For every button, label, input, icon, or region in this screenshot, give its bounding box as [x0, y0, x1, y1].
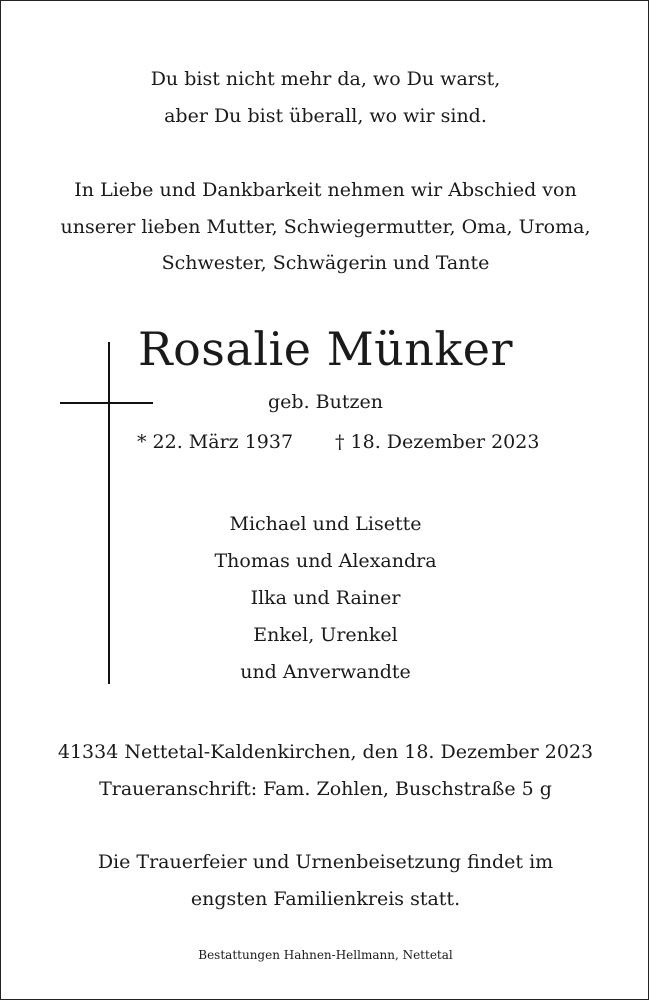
mourner-4: Enkel, Urenkel — [253, 624, 398, 646]
mourning-address: Traueranschrift: Fam. Zohlen, Buschstraße 5 g — [99, 778, 552, 800]
ceremony-line-1: Die Trauerfeier und Urnenbeisetzung findet im — [97, 851, 554, 873]
mourner-3: Ilka und Rainer — [250, 587, 401, 609]
poem-line-1: Du bist nicht mehr da, wo Du warst, — [150, 68, 501, 90]
ceremony-line-2: engsten Familienkreis statt. — [190, 888, 461, 910]
intro-line-2: unserer lieben Mutter, Schwiegermutter, Oma, Uroma, — [60, 216, 591, 238]
intro-line-1: In Liebe und Dankbarkeit nehmen wir Abschied von — [74, 179, 577, 201]
death-date: † 18. Dezember 2023 — [335, 431, 540, 453]
birth-name: geb. Butzen — [268, 391, 383, 413]
mourner-2: Thomas und Alexandra — [214, 550, 437, 572]
poem-line-2: aber Du bist überall, wo wir sind. — [164, 105, 487, 127]
mourner-5: und Anverwandte — [240, 661, 411, 683]
mourner-1: Michael und Lisette — [229, 513, 422, 535]
deceased-name: Rosalie Münker — [137, 322, 514, 376]
intro-line-3: Schwester, Schwägerin und Tante — [161, 252, 490, 274]
birth-date: * 22. März 1937 — [137, 431, 294, 453]
funeral-home: Bestattungen Hahnen-Hellmann, Nettetal — [198, 948, 453, 962]
place-date: 41334 Nettetal-Kaldenkirchen, den 18. Dezember 2023 — [57, 741, 594, 763]
